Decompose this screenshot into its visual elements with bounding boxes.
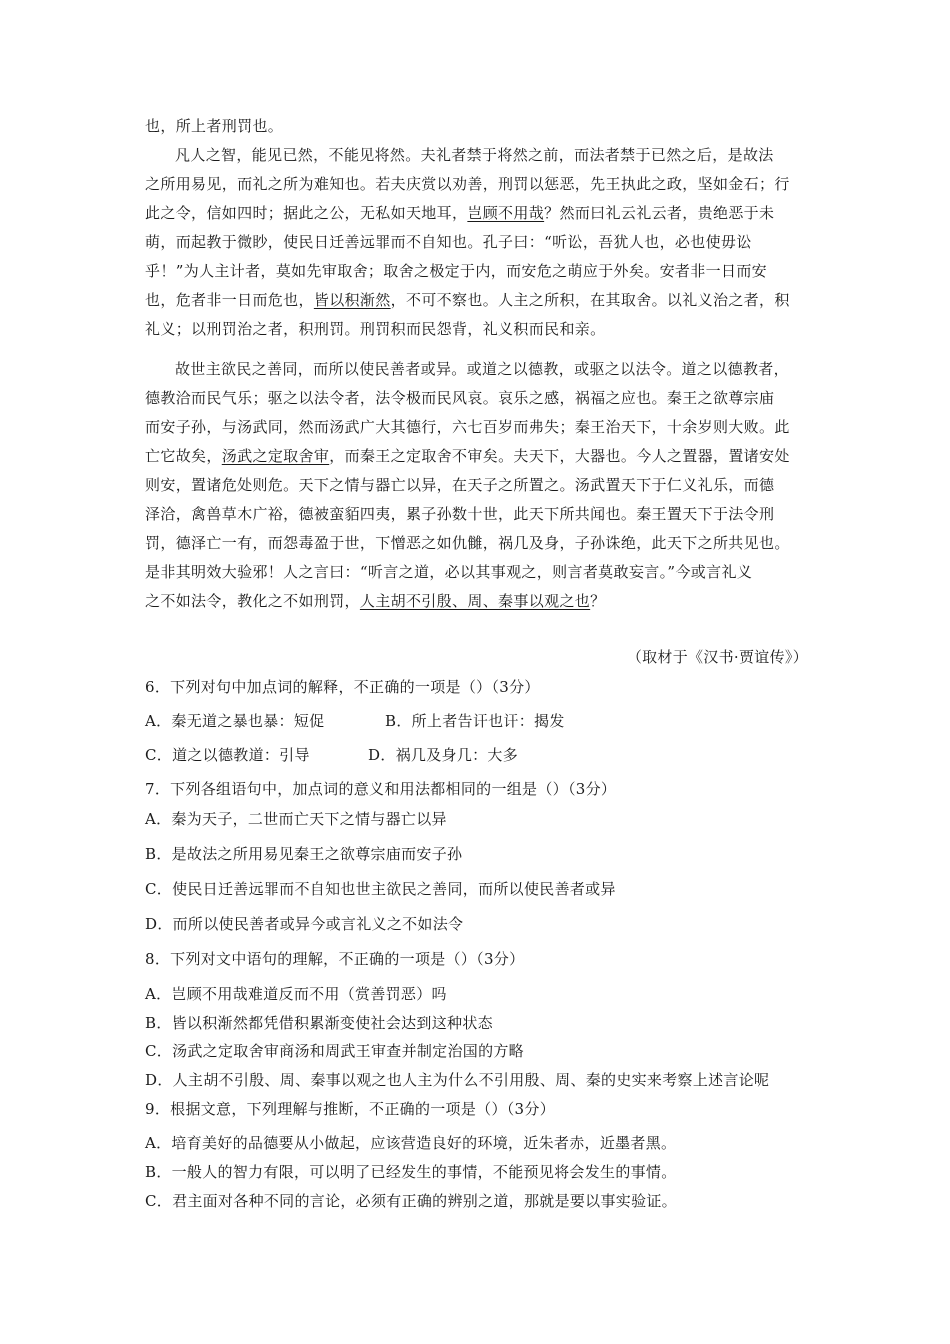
question-7-option-d: D．而所以使民善者或异今或言礼义之不如法令 [145,915,464,933]
passage-text: 也，危者非一日而危也， [145,291,314,309]
question-8-option-b: B．皆以积渐然都凭借积累渐变使社会达到这种状态 [145,1014,493,1032]
question-6-option-d: D．祸几及身几：大多 [368,746,519,764]
passage-paragraph-2 [145,355,810,616]
passage-text: 亡它故矣， [145,447,222,465]
question-6-option-c: C．道之以德教道：引导 [145,746,310,764]
underlined-phrase: 岂顾不用哉 [467,204,545,222]
question-6-option-a: A．秦无道之暴也暴：短促 [145,712,325,730]
question-6-stem: 6．下列对句中加点词的解释，不正确的一项是（）（3分） [145,678,540,696]
passage-first-line [145,112,810,141]
passage-line: 是非其明效大验邪！人之言曰：“听言之道，必以其事观之，则言者莫敢妄言。”今或言礼义 [145,563,753,581]
passage-line: 萌，而起教于微眇，使民日迁善远罪而不自知也。孔子曰：“听讼，吾犹人也，必也使毋讼 [145,233,752,251]
passage-text: ？ [590,592,606,610]
passage-paragraph-1 [145,141,810,344]
passage-line: 德教洽而民气乐；驱之以法令者，法令极而民风哀。哀乐之感，祸福之应也。秦王之欲尊宗庙 [145,389,775,407]
underlined-phrase: 汤武之定取舍审 [221,447,330,465]
passage-line [145,199,810,228]
passage-line [145,587,810,616]
underlined-phrase: 人主胡不引殷、周、秦事以观之也 [359,592,591,610]
passage-text: ？然而曰礼云礼云者，贵绝恶于未 [544,204,775,222]
question-9-option-b: B．一般人的智力有限，可以明了已经发生的事情，不能预见将会发生的事情。 [145,1163,677,1181]
passage-line [145,286,810,315]
passage-text: 之不如法令，教化之不如刑罚， [145,592,360,610]
passage-line: 故世主欲民之善同，而所以使民善者或异。或道之以德教，或驱之以法令。道之以德教者， [175,360,790,378]
question-8-option-c: C．汤武之定取舍审商汤和周武王审查并制定治国的方略 [145,1042,524,1060]
passage-text: ，不可不察也。人主之所积，在其取舍。以礼义治之者，积 [390,291,790,309]
passage-line: 凡人之智，能见已然，不能见将然。夫礼者禁于将然之前，而法者禁于已然之后，是故法 [175,146,774,164]
passage-line: 而安子孙，与汤武同，然而汤武广大其德行，六七百岁而弗失；秦王治天下，十余岁则大败。此 [145,418,790,436]
passage-line: 也，所上者刑罚也。 [145,117,284,135]
question-6-option-b: B．所上者告讦也讦：揭发 [385,712,565,730]
passage-line: 则安，置诸危处则危。天下之情与器亡以异，在天子之所置之。汤武置天下于仁义礼乐，而德 [145,476,775,494]
question-8-option-a: A．岂顾不用哉难道反而不用（赏善罚恶）吗 [145,985,447,1003]
passage-source: （取材于《汉书·贾谊传》） [626,648,808,666]
question-9-option-a: A．培育美好的品德要从小做起，应该营造良好的环境，近朱者赤，近墨者黑。 [145,1134,677,1152]
passage-line: 乎！”为人主计者，莫如先审取舍；取舍之极定于内，而安危之萌应于外矣。安者非一日而安 [145,262,768,280]
passage-text: ，而秦王之定取舍不审矣。夫天下，大器也。今人之置器，置诸安处 [329,447,790,465]
passage-line: 之所用易见，而礼之所为难知也。若夫庆赏以劝善，刑罚以惩恶，先王执此之政，坚如金石；行 [145,175,790,193]
question-9-option-c: C．君主面对各种不同的言论，必须有正确的辨别之道，那就是要以事实验证。 [145,1192,677,1210]
question-8-stem: 8．下列对文中语句的理解，不正确的一项是（）（3分） [145,950,525,968]
passage-text: 此之令，信如四时；据此之公，无私如天地耳， [145,204,468,222]
passage-line [145,442,810,471]
question-8-option-d: D．人主胡不引殷、周、秦事以观之也人主为什么不引用殷、周、秦的史实来考察上述言论呢 [145,1071,770,1089]
question-9-stem: 9．根据文意，下列理解与推断，不正确的一项是（）（3分） [145,1100,555,1118]
passage-line: 罚，德泽亡一有，而怨毒盈于世，下憎恶之如仇雠，祸几及身，子孙诛绝，此天下之所共见也。 [145,534,790,552]
question-7-option-c: C．使民日迁善远罪而不自知也世主欲民之善同，而所以使民善者或异 [145,880,616,898]
passage-line: 礼义；以刑罚治之者，积刑罚。刑罚积而民怨背，礼义积而民和亲。 [145,320,606,338]
underlined-phrase: 皆以积渐然 [313,291,391,309]
passage-line: 泽洽，禽兽草木广裕，德被蛮貊四夷，累子孙数十世，此天下所共闻也。秦王置天下于法令刑 [145,505,775,523]
question-7-option-a: A．秦为天子，二世而亡天下之情与器亡以异 [145,810,447,828]
question-7-option-b: B．是故法之所用易见秦王之欲尊宗庙而安子孙 [145,845,463,863]
question-7-stem: 7．下列各组语句中，加点词的意义和用法都相同的一组是（）（3分） [145,780,617,798]
